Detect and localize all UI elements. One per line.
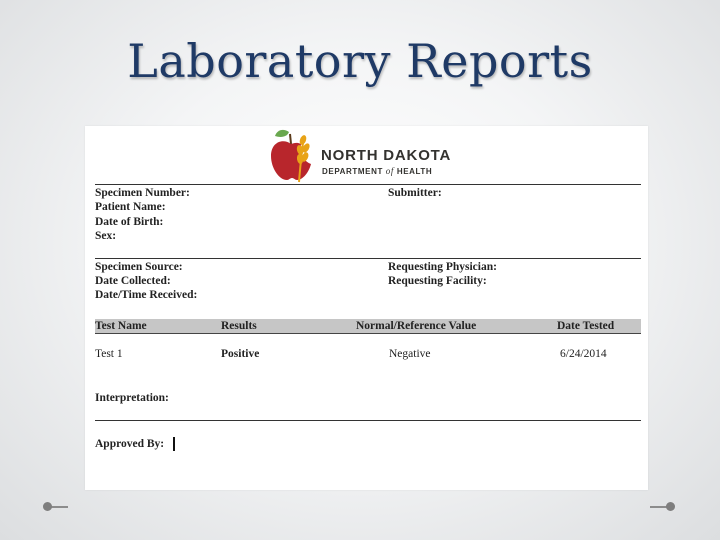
- interpretation-label: Interpretation:: [95, 392, 169, 404]
- col-test-name: Test Name: [95, 320, 147, 332]
- divider: [95, 420, 641, 421]
- cell-result: Positive: [221, 348, 260, 360]
- submitter-label: Submitter:: [388, 187, 442, 199]
- corner-dot-left: [43, 502, 52, 511]
- org-sub-prefix: DEPARTMENT: [322, 167, 383, 176]
- requesting-facility-label: Requesting Facility:: [388, 275, 487, 287]
- specimen-number-label: Specimen Number:: [95, 187, 190, 199]
- col-date-tested: Date Tested: [557, 320, 615, 332]
- col-reference: Normal/Reference Value: [356, 320, 477, 332]
- cell-date-tested: 6/24/2014: [560, 348, 607, 360]
- text-cursor: [173, 437, 175, 451]
- divider: [95, 184, 641, 185]
- corner-dot-right: [666, 502, 675, 511]
- cell-test-name: Test 1: [95, 348, 123, 360]
- patient-name-label: Patient Name:: [95, 201, 166, 213]
- org-sub-suffix: HEALTH: [396, 167, 433, 176]
- org-subtitle: [322, 166, 432, 176]
- lab-report-document: [85, 126, 648, 490]
- org-logo: [269, 126, 469, 184]
- results-table-header: [95, 319, 641, 334]
- divider: [95, 258, 641, 259]
- cell-reference: Negative: [389, 348, 431, 360]
- date-of-birth-label: Date of Birth:: [95, 216, 164, 228]
- specimen-source-label: Specimen Source:: [95, 261, 183, 273]
- date-collected-label: Date Collected:: [95, 275, 171, 287]
- approved-by-label: Approved By:: [95, 438, 165, 450]
- slide-title: Laboratory Reports: [127, 34, 593, 88]
- requesting-physician-label: Requesting Physician:: [388, 261, 497, 273]
- sex-label: Sex:: [95, 230, 117, 242]
- col-results: Results: [221, 320, 257, 332]
- apple-wheat-logo-icon: [269, 126, 317, 184]
- org-name: NORTH DAKOTA: [321, 147, 452, 164]
- org-sub-of: of: [385, 166, 394, 176]
- date-time-received-label: Date/Time Received:: [95, 289, 198, 301]
